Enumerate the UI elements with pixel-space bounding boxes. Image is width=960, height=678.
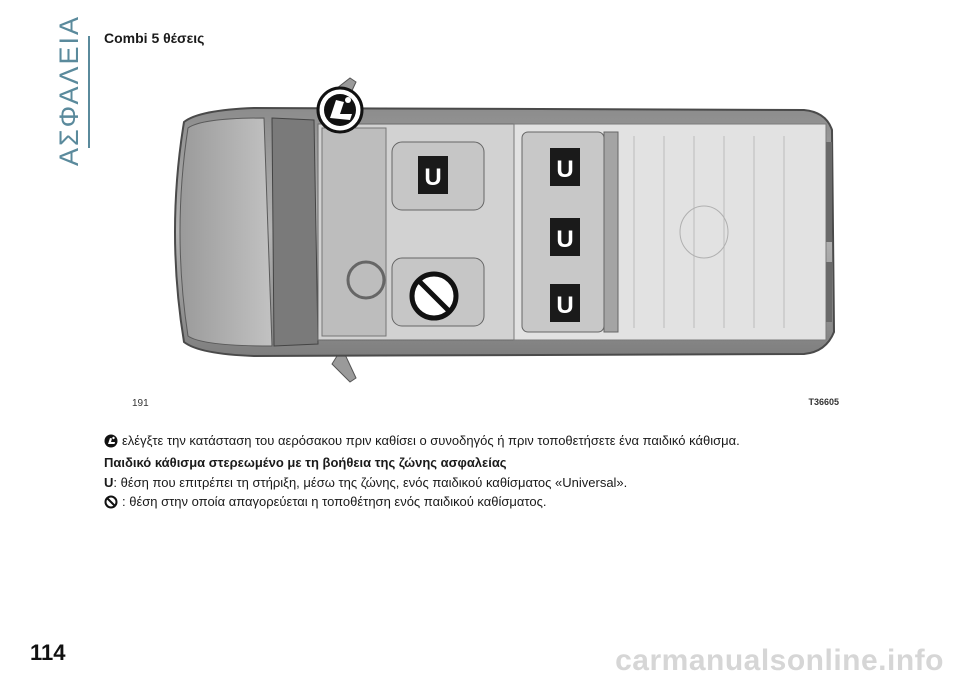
page-heading: Combi 5 θέσεις: [104, 30, 205, 46]
seat-u-rear-1: [550, 148, 580, 186]
section-title: [50, 14, 90, 166]
seat-label-u: U: [556, 156, 574, 183]
seat-label-u: U: [556, 226, 574, 253]
airbag-warning-icon: [318, 88, 362, 132]
figure-code: T36605: [808, 397, 839, 407]
legend-forbidden-text: : θέση στην οποία απαγορεύεται η τοποθέτηση ενός παιδικού καθίσματος.: [122, 494, 547, 509]
seat-u-rear-2: [550, 218, 580, 256]
prohibited-small-icon: [104, 495, 118, 513]
legend-forbidden: [104, 494, 546, 513]
van-seating-figure: [104, 52, 867, 412]
seat-u-rear-3: [550, 284, 580, 322]
prohibited-icon: [412, 274, 456, 318]
airbag-note: [104, 433, 740, 452]
watermark-text: carmanualsonline.info: [615, 644, 944, 677]
seat-u-front-passenger: [418, 156, 448, 194]
legend-u-symbol: U: [104, 475, 114, 490]
airbag-warning-small-icon: [104, 434, 118, 452]
seat-label-u: U: [424, 164, 442, 191]
legend-universal: [104, 475, 627, 491]
section-rule: [88, 36, 90, 148]
section-title-text: ΑΣΦΑΛΕΙΑ: [54, 14, 85, 166]
van-top-view-illustration: [104, 52, 867, 412]
page-number: 114: [30, 640, 66, 665]
seat-label-u: U: [556, 292, 574, 319]
legend-u-text: : θέση που επιτρέπει τη στήριξη, μέσω της ζώνης, ενός παιδικού καθίσματος «Universal».: [113, 475, 628, 490]
airbag-note-text: ελέγξτε την κατάσταση του αερόσακου πριν καθίσει ο συνοδηγός ή πριν τοποθετήσετε ένα παιδικό κάθισμα.: [122, 433, 740, 448]
figure-reference: 191: [132, 398, 149, 409]
subheading: Παιδικό κάθισμα στερεωμένο με τη βοήθεια της ζώνης ασφαλείας: [104, 455, 507, 470]
